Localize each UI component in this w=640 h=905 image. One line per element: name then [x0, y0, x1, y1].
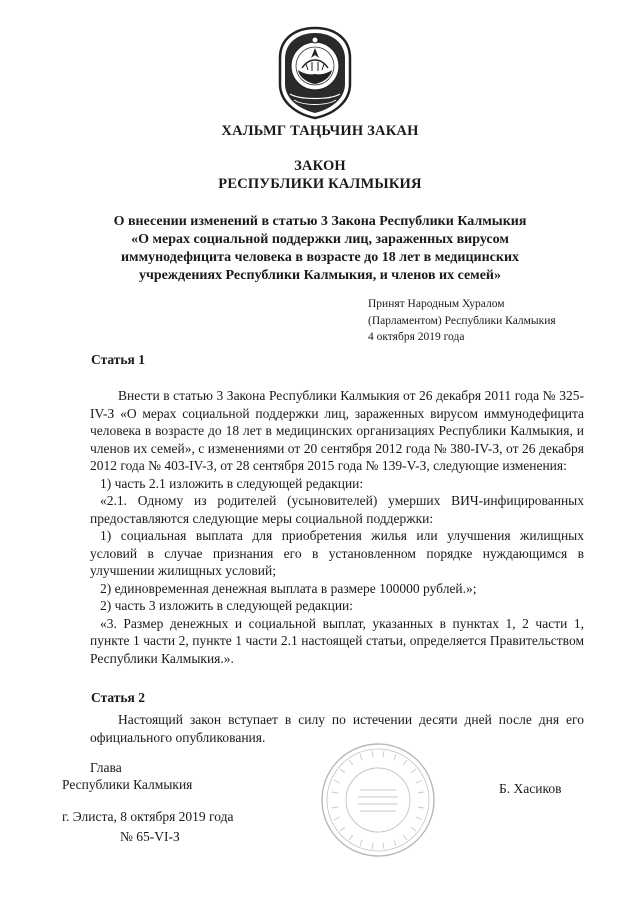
head-title-line-2: Республики Калмыкия — [62, 777, 193, 792]
article-1-body — [90, 387, 584, 667]
law-title: ЗАКОН — [294, 158, 346, 174]
kalmykia-coat-of-arms-icon — [272, 24, 358, 120]
subject-line: иммунодефицита человека в возрасте до 18 лет в медицинских — [120, 250, 520, 265]
subject-line: учреждениях Республики Калмыкия, и членов их семей» — [138, 268, 501, 283]
quoted-part-3: «3. Размер денежных и социальной выплат, указанных в пунктах 1, 2 части 1, пункте 1 части 2, пункте 1 части 2.1 настоящей статьи, определяется Правительством Республики Калмыкия.». — [90, 615, 584, 666]
place-and-date: г. Элиста, 8 октября 2019 года — [62, 809, 234, 824]
quoted-part-2-1: «2.1. Одному из родителей (усыновителей) умерших ВИЧ-инфицированных предоставляются следующие меры социальной поддержки: — [90, 493, 584, 526]
article-1-intro: Внести в статью 3 Закона Республики Калмыкия от 26 декабря 2011 года № 325-IV-З «О мерах социальной поддержки лиц, зараженных вирусом иммунодефицита человека в возрасте до 18 лет в медицинских организациях Республики Калмыкия, и членов их семей», с изменениями от 20 сентября 2012 года № 380-IV-З, от 26 декабря 2012 года № 403-IV-З, от 28 сентября 2015 года № 139-V-З, следующие изменения: — [90, 388, 584, 473]
official-round-seal-icon — [318, 740, 438, 860]
amendment-item-1: 1) часть 2.1 изложить в следующей редакции: — [100, 475, 364, 491]
adoption-line: Принят Народным Хуралом — [368, 298, 505, 310]
measure-item-1: 1) социальная выплата для приобретения жилья или улучшения жилищных условий в случае признания его в установленном порядке нуждающимся в улучшении жилищных условий; — [90, 528, 584, 578]
subject-line: «О мерах социальной поддержки лиц, зараженных вирусом — [131, 232, 509, 247]
adoption-date: 4 октября 2019 года — [368, 331, 465, 343]
kalmyk-law-title: ХАЛЬМГ ТАҢЬЧИН ЗАКАН — [221, 123, 419, 139]
adoption-line: (Парламентом) Республики Калмыкия — [368, 314, 556, 327]
measure-item-2: 2) единовременная денежная выплата в размере 100000 рублей.»; — [100, 580, 477, 596]
law-number: № 65-VI-З — [120, 829, 180, 844]
amendment-item-2: 2) часть 3 изложить в следующей редакции: — [100, 598, 354, 613]
subject-line: О внесении изменений в статью 3 Закона Республики Калмыкия — [113, 214, 527, 229]
law-subject-title — [60, 213, 580, 285]
adoption-note — [368, 296, 618, 346]
signatory-name: Б. Хасиков — [499, 781, 562, 796]
head-title-line-1: Глава — [90, 760, 122, 775]
article-2-heading: Статья 2 — [91, 690, 145, 705]
article-2-text: Настоящий закон вступает в силу по истечении десяти дней после дня его официального опубликования. — [90, 712, 584, 745]
article-1-heading: Статья 1 — [91, 352, 145, 367]
republic-title: РЕСПУБЛИКИ КАЛМЫКИЯ — [218, 176, 422, 192]
